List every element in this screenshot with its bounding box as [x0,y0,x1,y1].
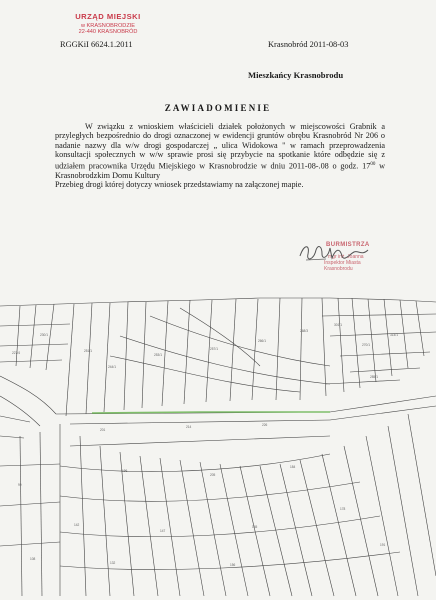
svg-text:251/1: 251/1 [84,349,92,353]
map-parcels [0,298,436,596]
notice-text: W związku z wnioskiem właścicieli działek położonych w miejscowości Grabnik a przyległych bezpośrednio do drogi oznaczonej w ewidencji gruntów obrębu Krasnobród Nr 206 o nadanie nazwy dla w/w drogi gospodarczej „ ulica Widokowa " w ramach przeprowadzenia konsultacji społecznych w w/w sprawie prosi się przybycie na spotkanie które odbędzie się z udziałem pracownika Urzędu Miejskiego w Krasnobrodzie w dniu 2011-08-.08 o godz. 17 [55,122,385,171]
svg-text:268/3: 268/3 [300,329,308,333]
svg-text:230/1: 230/1 [40,333,48,337]
time-superscript: 00 [370,161,376,167]
svg-text:227/4: 227/4 [12,351,20,355]
document-title: ZAWIADOMIENIE [164,103,272,113]
svg-text:285/1: 285/1 [370,375,378,379]
svg-text:314/1: 314/1 [390,333,398,337]
stamp-address: 22-440 KRASNOBRÓD [78,29,138,35]
svg-text:244/1: 244/1 [108,365,116,369]
notice-text-end: w Krasnobrodzkim Domu Kultury [55,161,385,180]
svg-text:266/1: 266/1 [258,339,266,343]
handwritten-signature [296,238,376,268]
svg-text:108: 108 [30,557,36,561]
svg-text:165: 165 [252,525,258,529]
stamp-location: w KRASNOBRODZIE [80,23,136,29]
svg-text:253/1: 253/1 [154,353,162,357]
svg-text:226: 226 [262,423,268,427]
svg-text:99: 99 [18,483,22,487]
svg-text:142: 142 [74,523,80,527]
svg-text:270/1: 270/1 [362,343,370,347]
recipient: Mieszkańcy Krasnobrodu [248,70,344,80]
svg-text:301/1: 301/1 [334,323,342,327]
svg-text:156: 156 [230,563,236,567]
svg-text:205: 205 [210,473,216,477]
notice-paragraph [55,122,385,180]
svg-text:132: 132 [110,561,116,565]
office-stamp [62,12,154,35]
signature-stamp-name: mgr inż. Joanna [328,254,364,260]
svg-text:184: 184 [290,465,296,469]
svg-text:214: 214 [186,425,192,429]
svg-text:191: 191 [380,543,386,547]
svg-text:201: 201 [100,428,106,432]
svg-text:147: 147 [160,529,166,533]
map-reference-paragraph: Przebieg drogi której dotyczy wniosek przedstawiamy na załączonej mapie. [55,180,304,190]
signature-stamp-title: BURMISTRZA [326,242,370,248]
svg-text:196: 196 [122,469,128,473]
reference-number: RGGKiI 6624.1.2011 [60,40,133,49]
signature-stamp-role: Inspektor Miasta Krasnobrodu [324,260,361,272]
stamp-office-name: URZĄD MIEJSKI [75,12,141,21]
notice-body [55,122,385,190]
svg-text:178: 178 [340,507,346,511]
cadastral-map [0,296,436,600]
svg-text:257/1: 257/1 [210,347,218,351]
document-date: Krasnobród 2011-08-03 [268,40,349,49]
